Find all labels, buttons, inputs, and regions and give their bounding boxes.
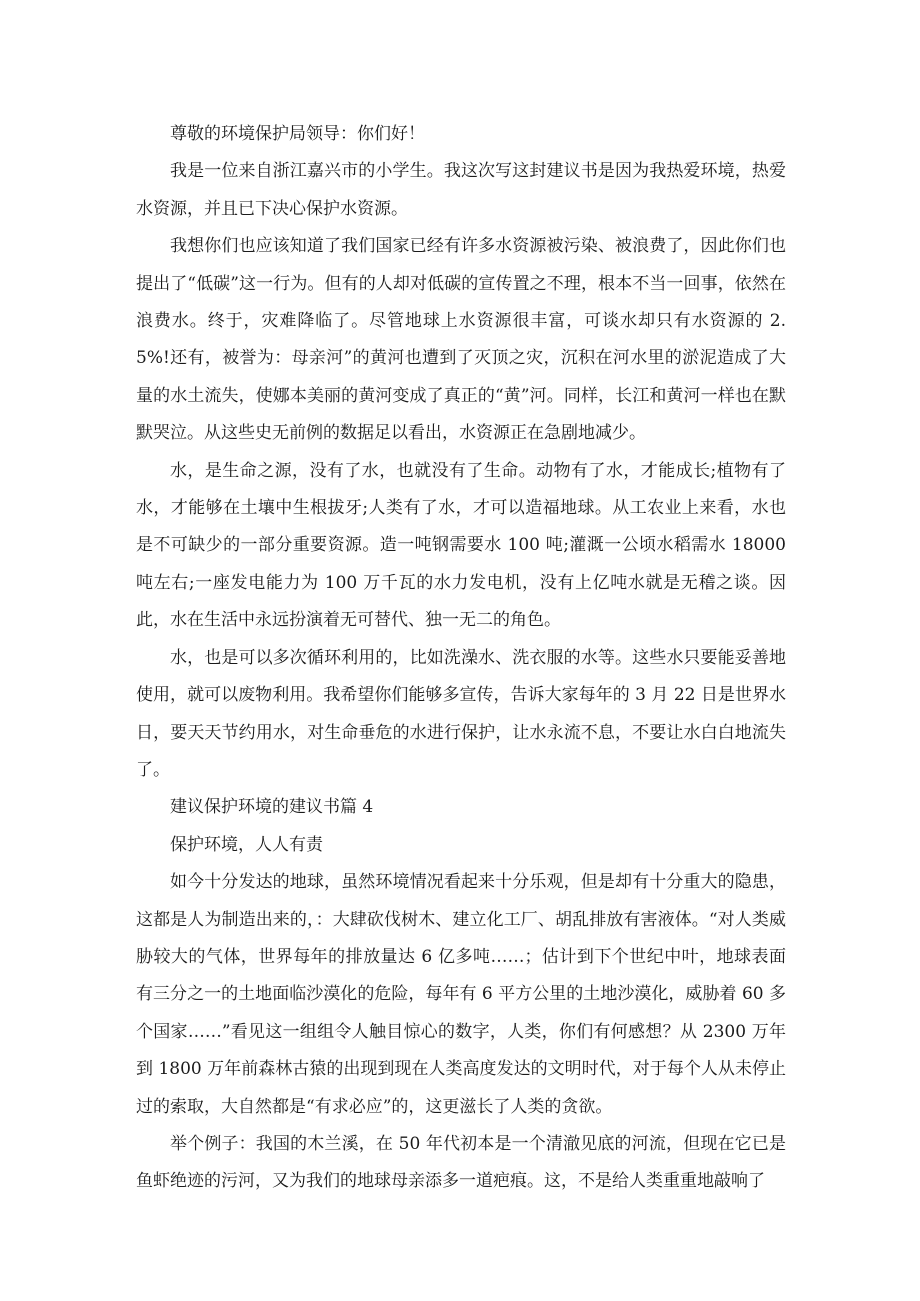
intro-paragraph: 我是一位来自浙江嘉兴市的小学生。我这次写这封建议书是因为我热爱环境，热爱水资源，并且已下决心保护水资源。: [136, 161, 786, 219]
section-subtitle: 保护环境，人人有责: [170, 834, 323, 855]
water-recycling-paragraph: 水，也是可以多次循环利用的，比如洗澡水、洗衣服的水等。这些水只要能妥善地使用，就可以废物利用。我希望你们能够多宣传，告诉大家每年的 3 月 22 日是世界水日，要天天节约用水，对生命垂危的水进行保护，让水永流不息，不要让水白白地流失了。: [136, 647, 786, 780]
water-importance-paragraph: 水，是生命之源，没有了水，也就没有了生命。动物有了水，才能成长;植物有了水，才能够在土壤中生根拔牙;人类有了水，才可以造福地球。从工农业上来看，水也是不可缺少的一部分重要资源。造一吨钢需要水 100 吨;灌溉一公顷水稻需水 18000 吨左右;一座发电能力为 100 万千瓦的水力发电机，没有上亿吨水就是无稽之谈。因此，水在生活中永远扮演着无可替代、独一无二的角色。: [136, 460, 786, 631]
section-heading: 建议保护环境的建议书篇 4: [170, 797, 374, 818]
mulan-river-paragraph: 举个例子：我国的木兰溪，在 50 年代初本是一个清澈见底的河流，但现在它已是鱼虾绝迹的污河，又为我们的地球母亲添多一道疤痕。这，不是给人类重重地敲响了: [136, 1133, 786, 1192]
greeting-paragraph: 尊敬的环境保护局领导：你们好！: [170, 124, 425, 144]
water-pollution-paragraph: 我想你们也应该知道了我们国家已经有许多水资源被污染、被浪费了，因此你们也提出了“低碳”这一行为。但有的人却对低碳的宣传置之不理，根本不当一回事，依然在浪费水。终于，灾难降临了。尽管地球上水资源很丰富，可谈水却只有水资源的 2.5%!还有，被誉为：母亲河”的黄河也遭到了灭顶之灾，沉积在河水里的淤泥造成了大量的水土流失，使娜本美丽的黄河变成了真正的“黄”河。同样，长江和黄河一样也在默默哭泣。从这些史无前例的数据足以看出，水资源正在急剧地减少。: [136, 236, 786, 444]
document-body: [136, 116, 786, 1201]
earth-environment-paragraph: 如今十分发达的地球，虽然环境情况看起来十分乐观，但是却有十分重大的隐患，这都是人为制造出来的，：大肆砍伐树木、建立化工厂、胡乱排放有害液体。“对人类威胁较大的气体，世界每年的排放量达 6 亿多吨……；估计到下个世纪中叶，地球表面有三分之一的土地面临沙漠化的危险，每年有 6 平方公里的土地沙漠化，威胁着 60 多个国家……”看见这一组组令人触目惊心的数字，人类，你们有何感想？从 2300 万年到 1800 万年前森林古猿的出现到现在人类高度发达的文明时代，对于每个人从未停止过的索取，大自然都是“有求必应”的，这更滋长了人类的贪欲。: [136, 872, 786, 1117]
